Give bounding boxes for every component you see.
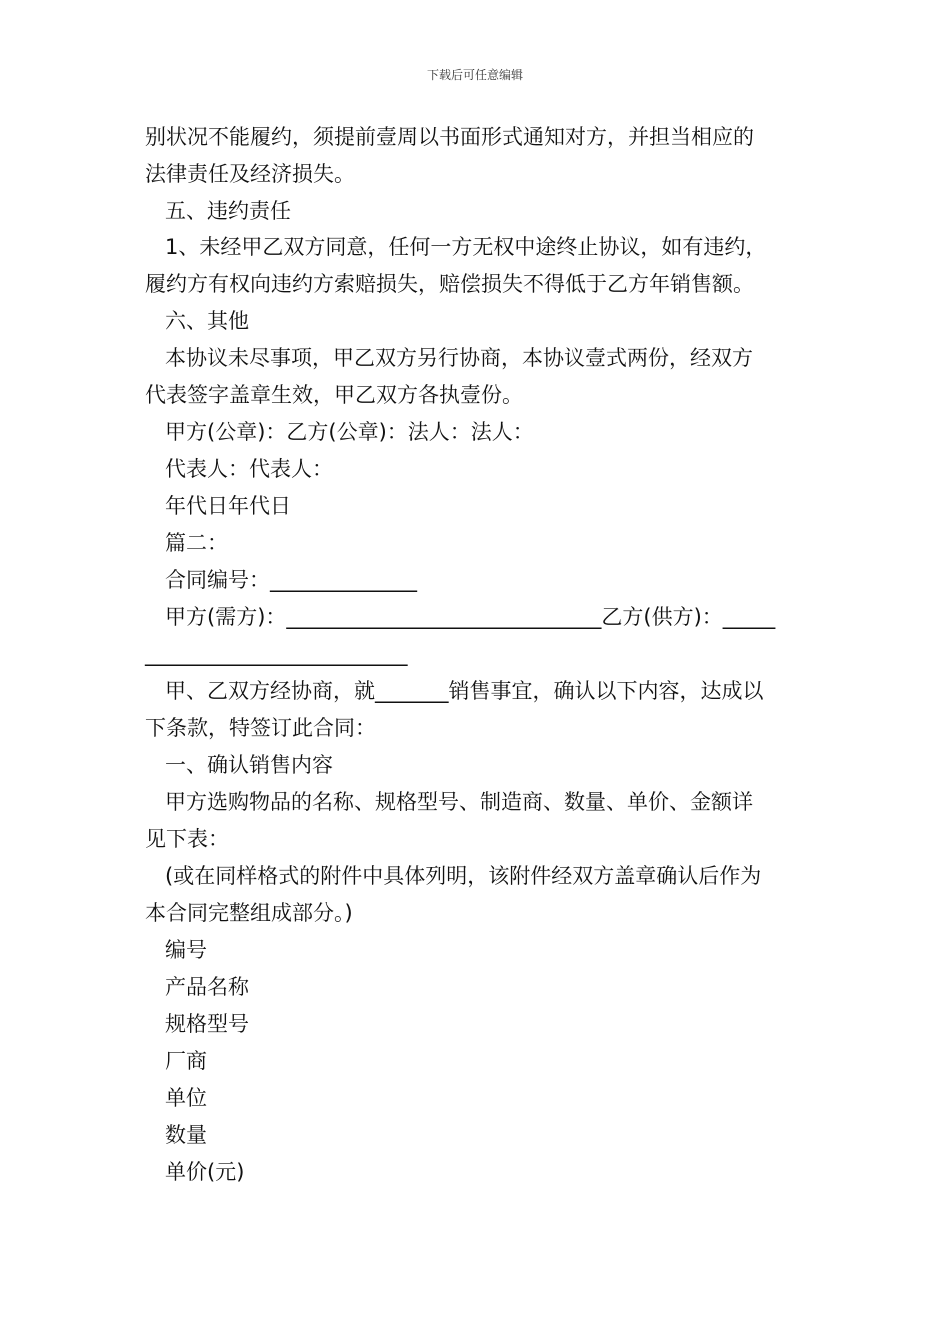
text-line: 下条款，特签订此合同： <box>145 716 376 740</box>
text-line: 1、未经甲乙双方同意，任何一方无权中途终止协议，如有违约， <box>165 235 767 259</box>
text-line: 甲方选购物品的名称、规格型号、制造商、数量、单价、金额详 <box>165 790 753 814</box>
date-line: 年代日年代日 <box>165 494 291 518</box>
text-line: 本合同完整组成部分。) <box>145 901 353 925</box>
text-line: 代表签字盖章生效，甲乙双方各执壹份。 <box>145 383 523 407</box>
parties-line: 甲方(需方)：______________________________乙方(供方)：_____ <box>165 605 776 629</box>
section-heading: 六、其他 <box>165 309 249 333</box>
table-field-label: 单价(元) <box>165 1160 245 1184</box>
table-field-label: 产品名称 <box>165 975 249 999</box>
table-field-label: 编号 <box>165 938 207 962</box>
text-line: 法律责任及经济损失。 <box>145 162 355 186</box>
table-field-label: 数量 <box>165 1123 207 1147</box>
text-line: 履约方有权向违约方索赔损失，赔偿损失不得低于乙方年销售额。 <box>145 272 754 296</box>
contract-number-line: 合同编号：______________ <box>165 568 417 592</box>
text-line: 本协议未尽事项，甲乙双方另行协商，本协议壹式两份，经双方 <box>165 346 753 370</box>
text-line: 别状况不能履约，须提前壹周以书面形式通知对方，并担当相应的 <box>145 125 754 149</box>
section-heading: 一、确认销售内容 <box>165 753 333 777</box>
table-field-label: 规格型号 <box>165 1012 249 1036</box>
section-heading: 篇二： <box>165 531 228 555</box>
parties-line-cont: _________________________ <box>145 642 408 666</box>
text-line: 甲、乙双方经协商，就_______销售事宜，确认以下内容，达成以 <box>165 679 764 703</box>
signature-line: 甲方(公章)：乙方(公章)：法人：法人： <box>165 420 534 444</box>
table-field-label: 单位 <box>165 1086 207 1110</box>
page-header: 下载后可任意编辑 <box>426 68 523 82</box>
table-field-label: 厂商 <box>165 1049 207 1073</box>
section-heading: 五、违约责任 <box>165 199 291 223</box>
text-line: 见下表： <box>145 827 229 851</box>
signature-line: 代表人：代表人： <box>165 457 333 481</box>
text-line: (或在同样格式的附件中具体列明，该附件经双方盖章确认后作为 <box>165 864 762 888</box>
